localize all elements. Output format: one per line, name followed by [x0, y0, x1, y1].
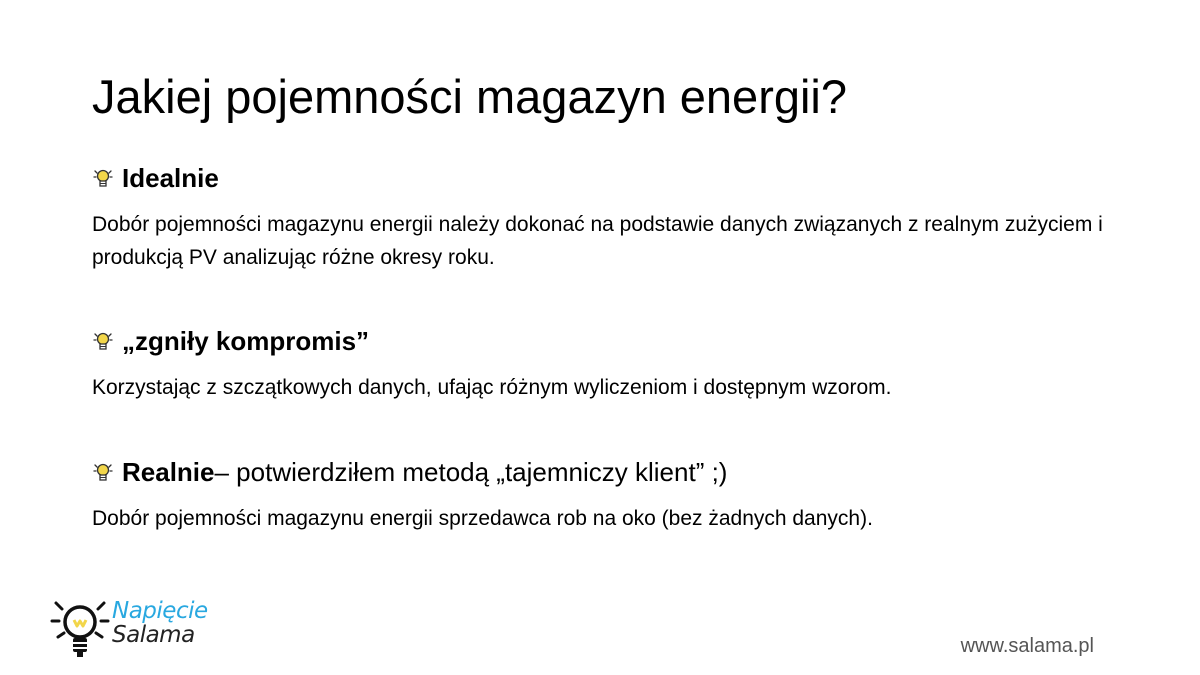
- logo-line-1: Napięcie: [112, 598, 208, 624]
- section-heading-label: Idealnie: [122, 163, 219, 193]
- section-text: Dobór pojemności magazynu energii sprzedawca rob na oko (bez żadnych danych).: [92, 507, 873, 530]
- logo-line-2: Salama: [112, 622, 195, 648]
- website-url: www.salama.pl: [960, 635, 1094, 657]
- section-heading: [92, 325, 1132, 357]
- section-heading-suffix: – potwierdziłem metodą „tajemniczy klient” ;): [214, 457, 728, 487]
- brand-logo: [50, 595, 230, 665]
- section-text: Korzystając z szczątkowych danych, ufając różnym wyliczeniom i dostępnym wzorom.: [92, 376, 892, 399]
- logo-wordmark: [112, 599, 208, 647]
- section-heading-label: Realnie: [122, 457, 215, 487]
- lightbulb-logo-icon: [50, 595, 110, 665]
- section-idealnie: [92, 162, 1132, 274]
- section-kompromis: [92, 325, 1132, 404]
- lightbulb-icon: [92, 461, 114, 483]
- section-heading: [92, 162, 1132, 194]
- section-realnie: [92, 456, 1132, 535]
- section-heading: [92, 456, 1132, 488]
- lightbulb-icon: [92, 167, 114, 189]
- section-heading-label: „zgniły kompromis”: [122, 326, 370, 356]
- slide-title: Jakiej pojemności magazyn energii?: [92, 70, 848, 123]
- section-text: Dobór pojemności magazynu energii należy dokonać na podstawie danych związanych z realnym zużyciem i produkcją PV analizując różne okresy roku.: [92, 213, 1103, 269]
- lightbulb-icon: [92, 330, 114, 352]
